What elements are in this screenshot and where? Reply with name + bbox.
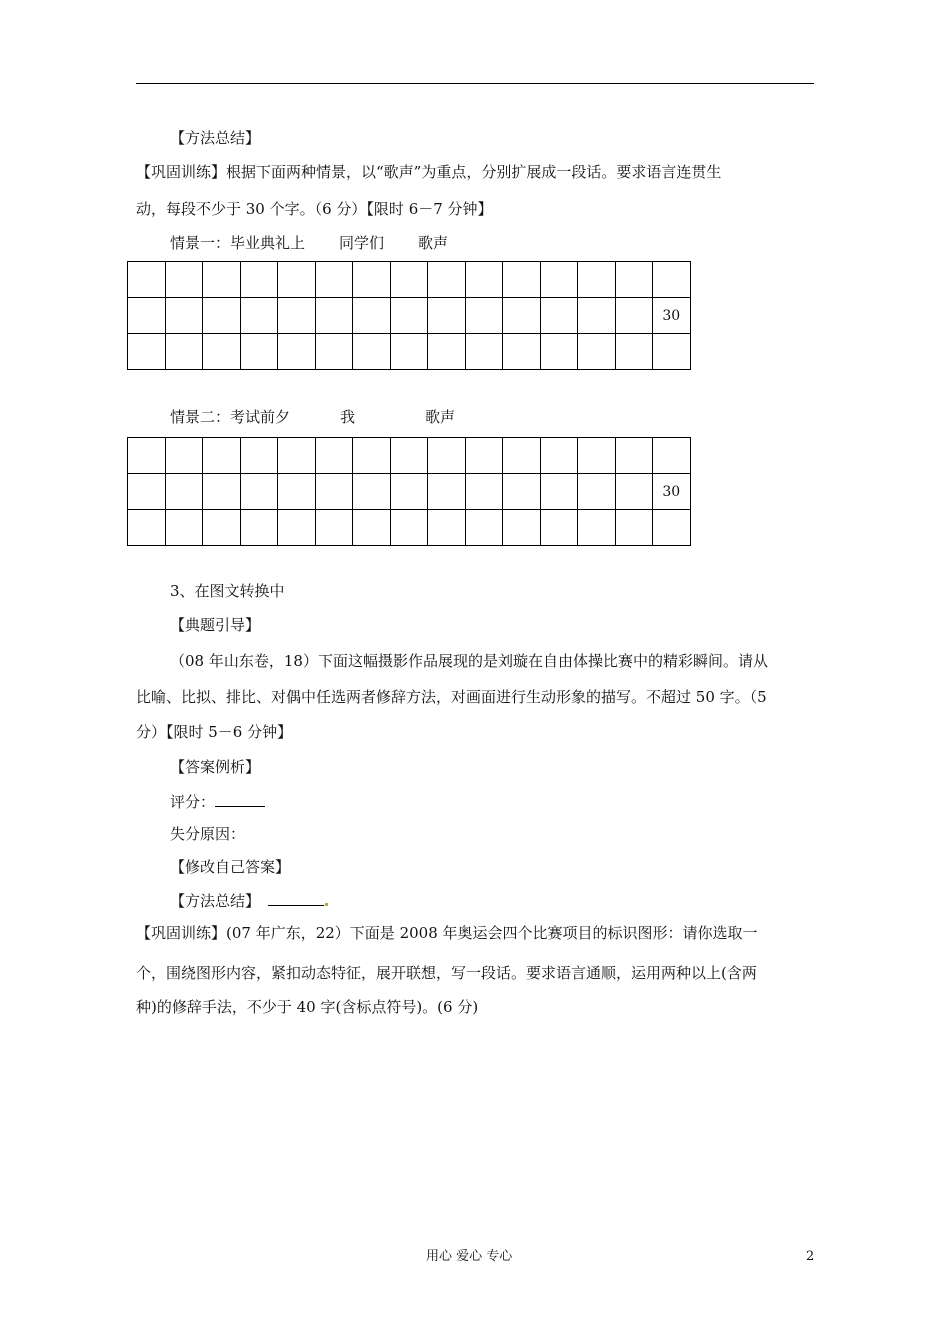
method-summary-heading: 【方法总结】 (170, 892, 261, 910)
grid-count-marker: 30 (653, 474, 691, 510)
scene-one (170, 232, 448, 254)
scene-keyword: 歌声 (418, 234, 449, 252)
scene-label: 情景二：考试前夕 (170, 408, 291, 426)
scene-keyword: 同学们 (339, 234, 385, 252)
header-rule (136, 83, 814, 84)
scene-two (170, 406, 455, 428)
practice-instruction-line: 个，围绕图形内容，紧扣动态特征，展开联想，写一段话。要求语言通顺，运用两种以上(含两 (136, 964, 757, 982)
writing-grid-scene-two (127, 437, 691, 546)
question-line: 比喻、比拟、排比、对偶中任选两者修辞方法，对画面进行生动形象的描写。不超过 50 字。（5 (136, 688, 767, 706)
revise-heading: 【修改自己答案】 (170, 858, 291, 876)
summary-blank[interactable] (268, 889, 324, 906)
question-line: （08 年山东卷，18）下面这幅摄影作品展现的是刘璇在自由体操比赛中的精彩瞬间。请从 (170, 652, 768, 670)
practice-instruction-line: 动，每段不少于 30 个字。（6 分）【限时 6－7 分钟】 (136, 200, 493, 218)
method-summary-heading: 【方法总结】 (170, 129, 261, 147)
marker-dot (325, 903, 328, 906)
score-label: 评分： (170, 793, 216, 811)
scene-keyword: 歌声 (425, 408, 456, 426)
method-summary-row (170, 889, 328, 912)
answer-analysis-heading: 【答案例析】 (170, 758, 261, 776)
section-title: 3、在图文转换中 (170, 582, 285, 600)
writing-grid-scene-one (127, 261, 691, 370)
score-row (170, 790, 265, 813)
page-number: 2 (806, 1249, 815, 1264)
practice-instruction-line: 种)的修辞手法，不少于 40 字(含标点符号)。(6 分) (136, 998, 479, 1016)
question-line: 分）【限时 5－6 分钟】 (136, 723, 293, 741)
footer-motto: 用心 爱心 专心 (426, 1249, 513, 1264)
practice-instruction-line: 【巩固训练】(07 年广东，22）下面是 2008 年奥运会四个比赛项目的标识图形：请你选取一 (136, 924, 758, 942)
loss-reason-label: 失分原因： (170, 825, 246, 843)
practice-instruction-line: 【巩固训练】根据下面两种情景，以“歌声”为重点，分别扩展成一段话。要求语言连贯生 (136, 163, 722, 181)
guide-heading: 【典题引导】 (170, 616, 261, 634)
scene-keyword: 我 (340, 408, 356, 426)
scene-label: 情景一：毕业典礼上 (170, 234, 306, 252)
score-blank[interactable] (215, 790, 265, 807)
grid-count-marker: 30 (653, 298, 691, 334)
